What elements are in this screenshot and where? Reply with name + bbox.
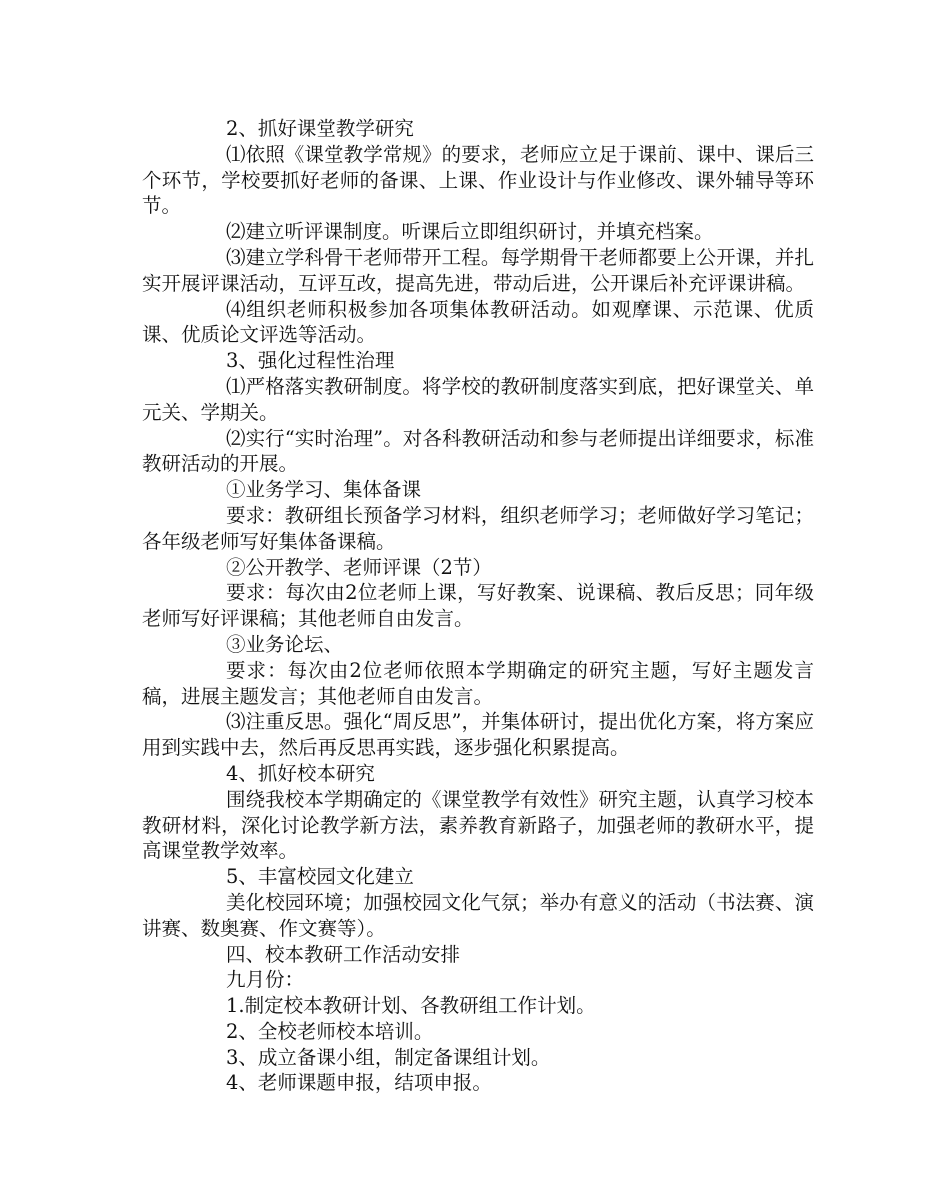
paragraph: ⑵建立听评课制度。听课后立即组织研讨，并填充档案。 xyxy=(226,220,714,244)
heading-activity-schedule: 四、校本教研工作活动安排 xyxy=(226,942,461,966)
subheading: ③业务论坛、 xyxy=(226,632,344,656)
heading-school-research: 4、抓好校本研究 xyxy=(226,761,375,785)
list-item: 4、老师课题申报，结项申报。 xyxy=(226,1071,492,1095)
list-item: 1.制定校本教研计划、各教研组工作计划。 xyxy=(226,994,596,1018)
paragraph: 要求：每次由2位老师依照本学期确定的研究主题，写好主题发言稿，进展主题发言；其他老师自由发言。 xyxy=(142,658,814,708)
heading-classroom-research: 2、抓好课堂教学研究 xyxy=(226,117,414,140)
paragraph: ⑶建立学科骨干老师带开工程。每学期骨干老师都要上公开课，并扎实开展评课活动，互评互改，提高先进，带动后进，公开课后补充评课讲稿。 xyxy=(142,245,814,295)
subheading: ①业务学习、集体备课 xyxy=(226,478,422,502)
heading-process-management: 3、强化过程性治理 xyxy=(226,349,395,373)
paragraph: ⑵实行“实时治理”。对各科教研活动和参与老师提出详细要求，标准教研活动的开展。 xyxy=(142,426,814,476)
paragraph: 围绕我校本学期确定的《课堂教学有效性》研究主题，认真学习校本教研材料，深化讨论教学新方法，素养教育新路子，加强老师的教研水平，提高课堂教学效率。 xyxy=(142,787,814,863)
heading-campus-culture: 5、丰富校园文化建立 xyxy=(226,865,414,889)
paragraph: 要求：每次由2位老师上课，写好教案、说课稿、教后反思；同年级老师写好评课稿；其他老师自由发言。 xyxy=(142,581,814,631)
paragraph: ⑴严格落实教研制度。将学校的教研制度落实到底，把好课堂关、单元关、学期关。 xyxy=(142,374,814,424)
paragraph: 要求：教研组长预备学习材料，组织老师学习；老师做好学习笔记；各年级老师写好集体备课稿。 xyxy=(142,503,814,553)
paragraph: 美化校园环境；加强校园文化气氛；举办有意义的活动（书法赛、演讲赛、数奥赛、作文赛等）。 xyxy=(142,890,814,940)
subheading: ②公开教学、老师评课（2节） xyxy=(226,555,492,579)
paragraph: ⑶注重反思。强化“周反思”，并集体研讨，提出优化方案，将方案应用到实践中去，然后再反思再实践，逐步强化积累提高。 xyxy=(142,710,814,760)
paragraph: ⑷组织老师积极参加各项集体教研活动。如观摩课、示范课、优质课、优质论文评选等活动。 xyxy=(142,297,814,347)
list-item: 3、成立备课小组，制定备课组计划。 xyxy=(226,1045,551,1069)
document-body xyxy=(142,116,814,1096)
list-item: 2、全校老师校本培训。 xyxy=(226,1019,434,1043)
month-label: 九月份： xyxy=(226,968,305,992)
paragraph: ⑴依照《课堂教学常规》的要求，老师应立足于课前、课中、课后三个环节，学校要抓好老师的备课、上课、作业设计与作业修改、课外辅导等环节。 xyxy=(142,142,814,218)
